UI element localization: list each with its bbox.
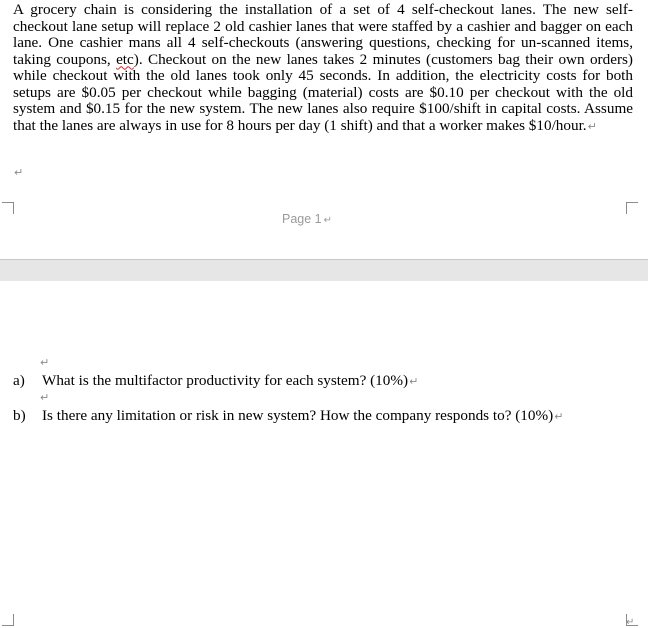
question-a[interactable] — [13, 372, 418, 390]
question-text: What is the multifactor productivity for each system? (10%) — [42, 372, 409, 389]
page-number-label: Page 1 — [282, 212, 322, 226]
crop-mark-bottom-left — [2, 614, 14, 626]
paragraph-text-part-1: A grocery chain is considering the installation of a set of 4 self-checkout lanes. The new self-checkout lane setup will replace 2 old cashier lanes that were staffed by a cashier and bagger on each lane. One cashier mans all 4 self-checkouts (answering questions, checking for un-scanned items, taking coupons, — [13, 1, 633, 68]
page-1 — [0, 0, 648, 259]
question-letter: a) — [13, 372, 25, 389]
corner-paragraph-mark-icon: ↵ — [626, 617, 635, 628]
problem-paragraph[interactable] — [13, 2, 633, 135]
misspelled-word[interactable]: etc — [116, 50, 134, 68]
paragraph-mark-icon: ↵ — [587, 119, 597, 133]
empty-paragraph-mark-icon: ↵ — [40, 356, 50, 369]
footer-paragraph-mark-icon: ↵ — [323, 215, 333, 226]
question-text: Is there any limitation or risk in new system? How the company responds to? (10%) — [42, 407, 554, 424]
paragraph-mark-icon: ↵ — [554, 410, 564, 423]
empty-paragraph-mark-icon: ↵ — [14, 166, 24, 179]
page-gap — [0, 259, 648, 282]
page-footer[interactable] — [282, 212, 332, 226]
paragraph-mark-icon: ↵ — [409, 375, 419, 388]
paragraph-text-part-2: ). Checkout on the new lanes takes 2 minutes (customers bag their own orders) while checkout with the old lanes took only 45 seconds. In addition, the electricity costs for both setups are $0.05 per checkout while bagging (material) costs are $0.10 per checkout with the old system and $0.15 for the new system. The new lanes also require $100/shift in capital costs. Assume that the lanes are always in use for 8 hours per day (1 shift) and that a worker makes $10/hour. — [13, 50, 633, 134]
question-letter: b) — [13, 407, 26, 424]
crop-mark-top-right — [626, 202, 638, 214]
empty-paragraph-mark-icon: ↵ — [40, 391, 50, 404]
crop-mark-top-left — [2, 202, 14, 214]
page-2 — [0, 281, 648, 628]
question-b[interactable] — [13, 407, 563, 425]
